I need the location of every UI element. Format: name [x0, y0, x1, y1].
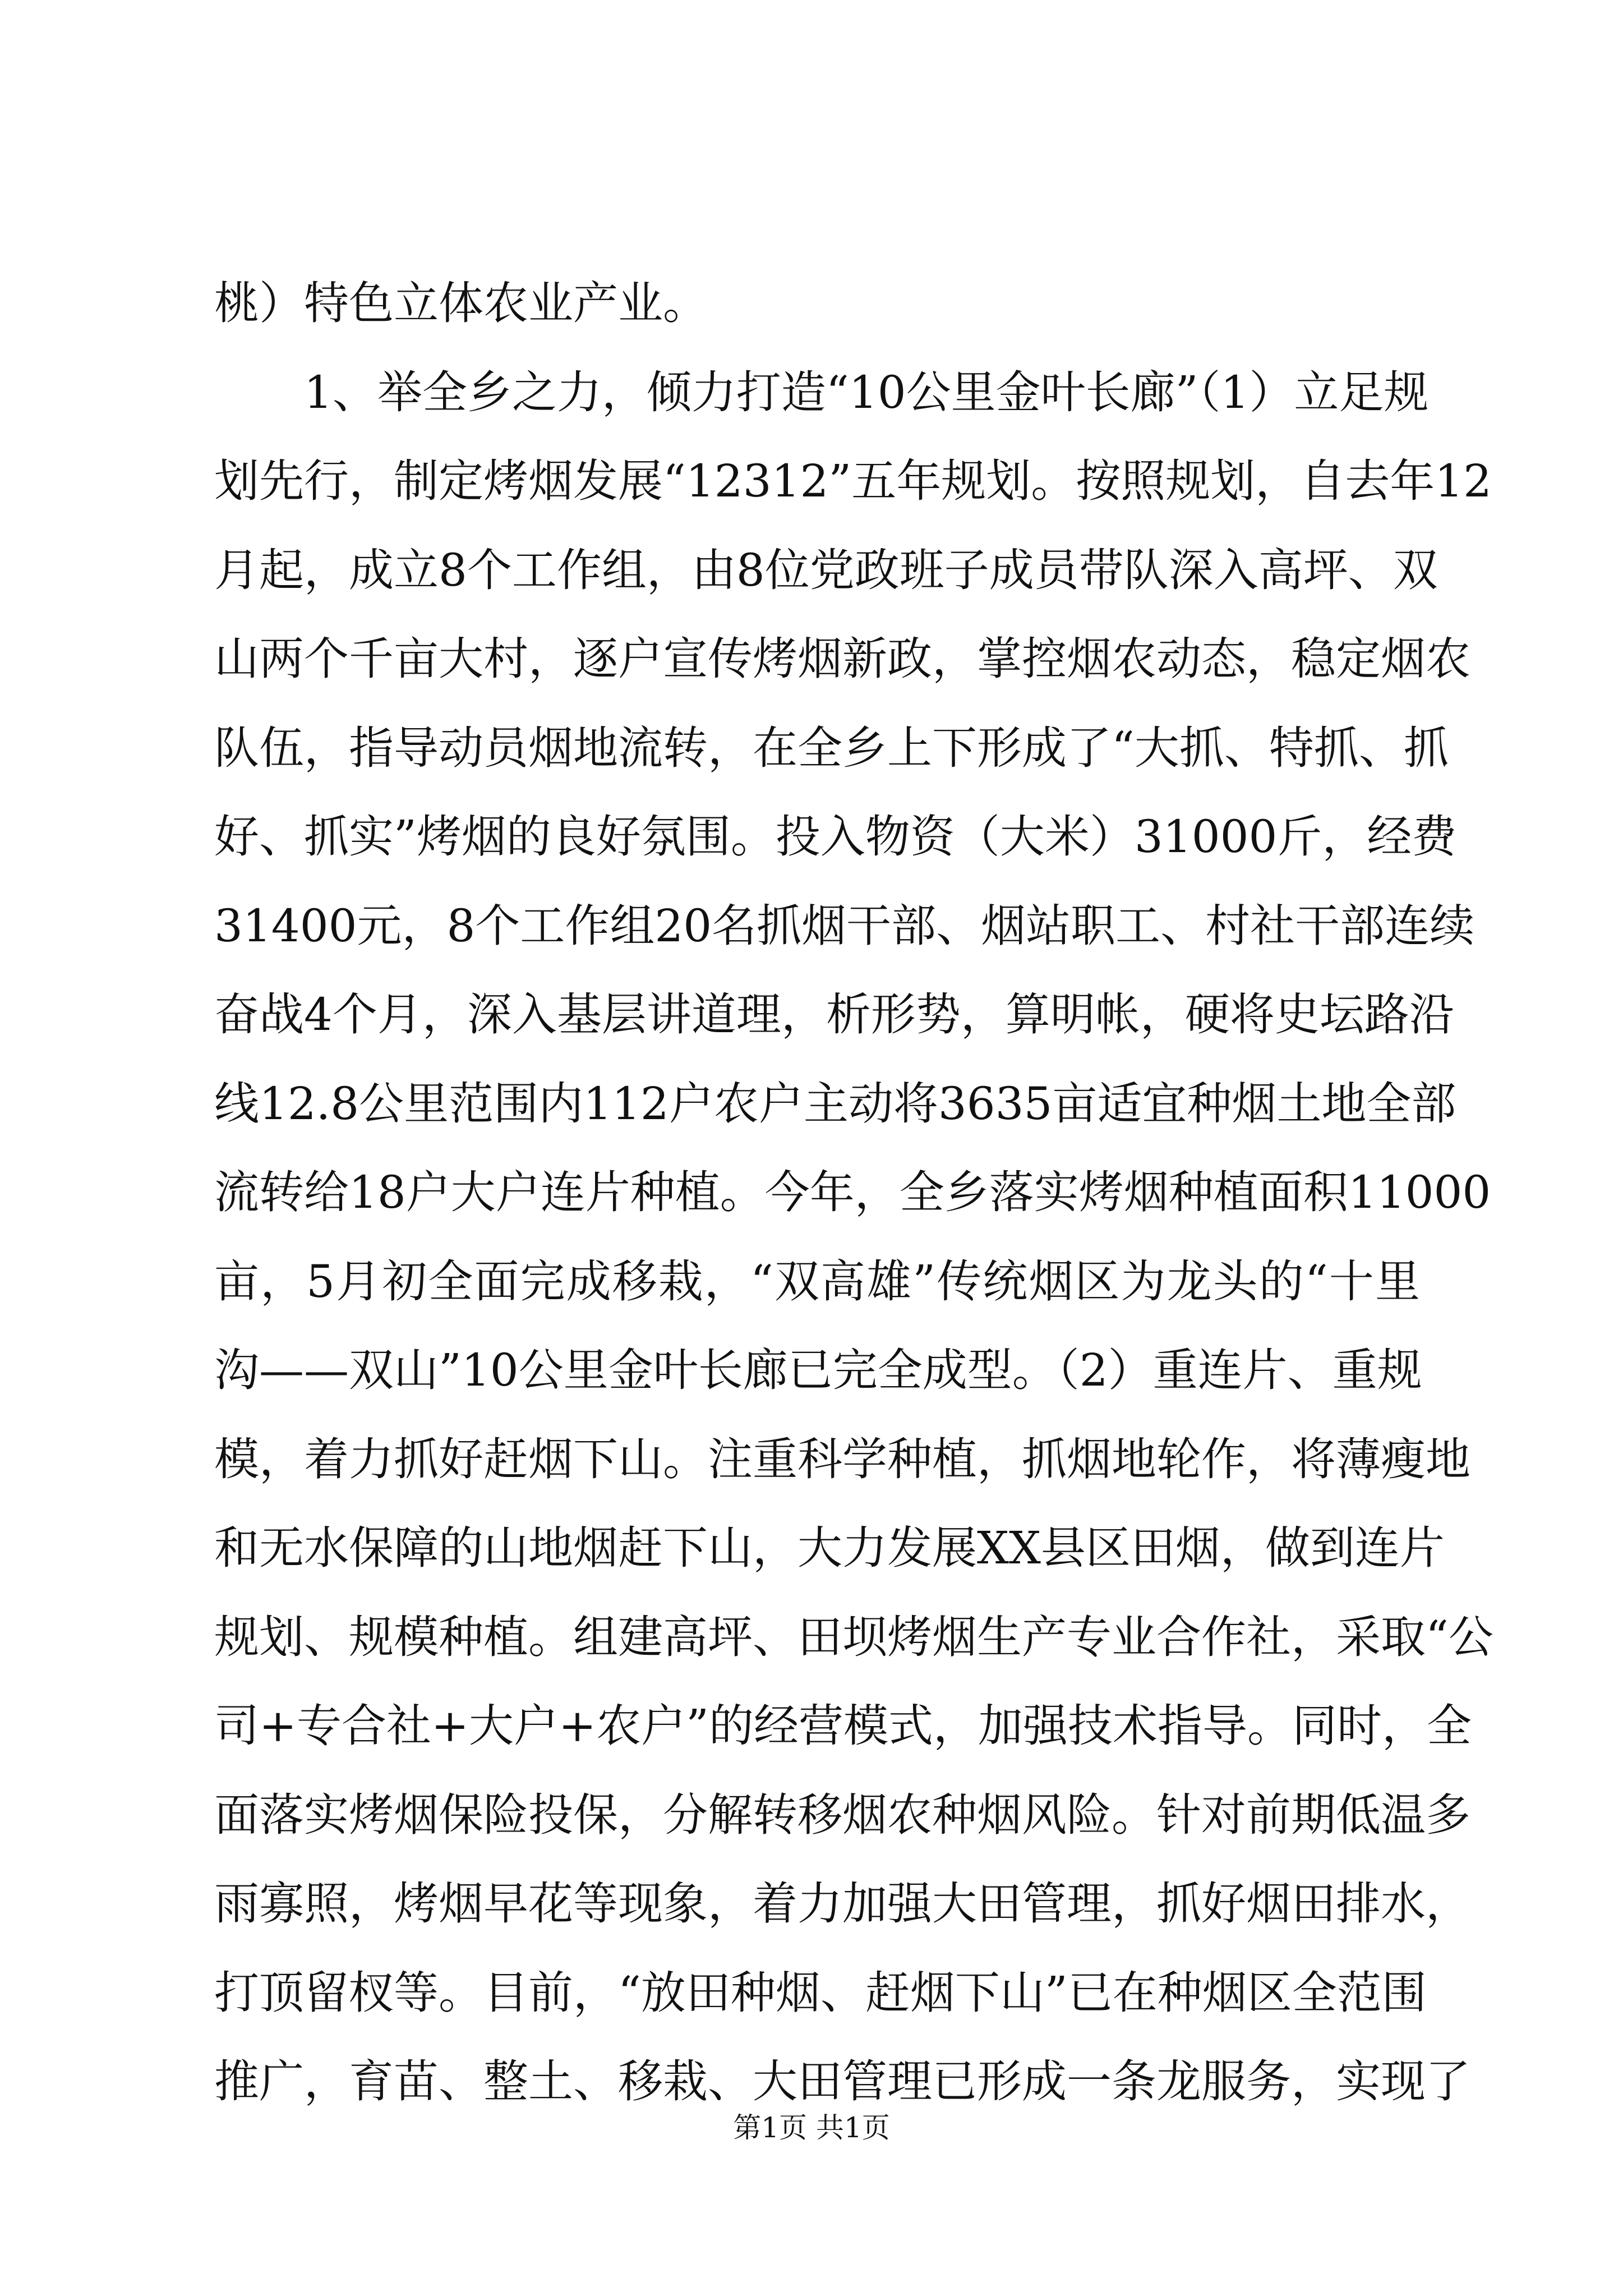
text-line: 和无水保障的山地烟赶下山，大力发展XX县区田烟，做到连片	[214, 1522, 1445, 1574]
text-line: 山两个千亩大村，逐户宣传烤烟新政，掌控烟农动态，稳定烟农	[214, 633, 1470, 685]
text-line: 打顶留杈等。目前，“放田种烟、赶烟下山”已在种烟区全范围	[214, 1966, 1427, 2019]
text-line: 推广，育苗、整土、移栽、大田管理已形成一条龙服务，实现了	[214, 2055, 1470, 2108]
text-line: 月起，成立8个工作组，由8位党政班子成员带队深入高坪、双	[214, 544, 1438, 596]
text-line: 好、抓实”烤烟的良好氛围。投入物资（大米）31000斤，经费	[214, 811, 1457, 863]
text-line: 划先行，制定烤烟发展“12312”五年规划。按照规划，自去年12	[214, 455, 1492, 507]
text-line: 司+专合社+大户+农户”的经营模式，加强技术指导。同时，全	[214, 1700, 1472, 1752]
text-line: 模，着力抓好赶烟下山。注重科学种植，抓烟地轮作，将薄瘦地	[214, 1433, 1470, 1485]
text-line: 1、举全乡之力，倾力打造“10公里金叶长廊”（1）立足规	[304, 366, 1429, 418]
text-line: 规划、规模种植。组建高坪、田坝烤烟生产专业合作社，采取“公	[214, 1611, 1493, 1663]
body-text	[214, 259, 1493, 2127]
text-line: 线12.8公里范围内112户农户主动将3635亩适宜种烟土地全部	[214, 1077, 1456, 1130]
text-line: 队伍，指导动员烟地流转，在全乡上下形成了“大抓、特抓、抓	[214, 721, 1449, 774]
text-line: 面落实烤烟保险投保，分解转移烟农种烟风险。针对前期低温多	[214, 1788, 1470, 1841]
text-line: 奋战4个月，深入基层讲道理，析形势，算明帐，硬将史坛路沿	[214, 988, 1454, 1041]
text-line: 桃）特色立体农业产业。	[214, 277, 708, 329]
text-line: 流转给18户大户连片种植。今年，全乡落实烤烟种植面积11000	[214, 1166, 1491, 1218]
text-line: 沟——双山”10公里金叶长廊已完全成型。（2）重连片、重规	[214, 1344, 1422, 1396]
text-line: 亩，5月初全面完成移栽，“双高雄”传统烟区为龙头的“十里	[214, 1255, 1420, 1308]
page-footer: 第1页 共1页	[733, 2111, 890, 2144]
text-line: 31400元，8个工作组20名抓烟干部、烟站职工、村社干部连续	[214, 899, 1475, 952]
text-line: 雨寡照，烤烟早花等现象，着力加强大田管理，抓好烟田排水，	[214, 1878, 1470, 1930]
